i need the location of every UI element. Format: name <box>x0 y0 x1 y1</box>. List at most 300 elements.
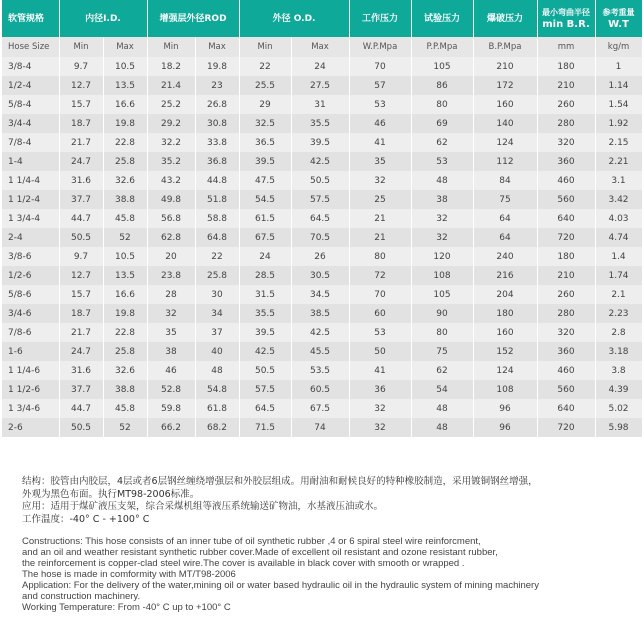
subheader-cell: B.P.Mpa <box>473 37 537 57</box>
value-cell: 26.8 <box>195 95 239 114</box>
hose-spec-table <box>2 0 643 437</box>
header-burst-pressure: 爆破压力 <box>473 0 537 37</box>
value-cell: 204 <box>473 285 537 304</box>
value-cell: 22 <box>239 57 291 76</box>
value-cell: 18.7 <box>59 304 103 323</box>
table-row <box>2 95 642 114</box>
header-row-units <box>2 37 642 57</box>
value-cell: 120 <box>411 247 473 266</box>
value-cell: 2.1 <box>595 285 642 304</box>
value-cell: 25.8 <box>103 152 147 171</box>
header-weight-cn: 参考重量 <box>602 7 635 17</box>
value-cell: 32.2 <box>147 133 195 152</box>
header-row-main <box>2 0 642 37</box>
value-cell: 62 <box>411 133 473 152</box>
value-cell: 32.6 <box>103 361 147 380</box>
value-cell: 38.8 <box>103 380 147 399</box>
subheader-cell: Max <box>195 37 239 57</box>
table-row <box>2 114 642 133</box>
value-cell: 28 <box>147 285 195 304</box>
value-cell: 75 <box>473 190 537 209</box>
value-cell: 2.21 <box>595 152 642 171</box>
value-cell: 57.5 <box>239 380 291 399</box>
value-cell: 36.8 <box>195 152 239 171</box>
value-cell: 64 <box>473 209 537 228</box>
value-cell: 1.54 <box>595 95 642 114</box>
note-cn-line: 结构：胶管由内胶层，4层或者6层钢丝缠绕增强层和外胶层组成。用耐油和耐候良好的特种橡胶制造，采用镀铜钢丝增强， <box>22 476 538 487</box>
value-cell: 43.2 <box>147 171 195 190</box>
value-cell: 152 <box>473 342 537 361</box>
value-cell: 68.2 <box>195 418 239 437</box>
hose-size-cell: 7/8-4 <box>2 133 59 152</box>
note-cn-line: 应用：适用于煤矿液压支架，综合采煤机组等液压系统输送矿物油，水基液压油或水。 <box>22 501 384 512</box>
value-cell: 39.5 <box>239 152 291 171</box>
value-cell: 35 <box>349 152 411 171</box>
value-cell: 90 <box>411 304 473 323</box>
table-row <box>2 304 642 323</box>
value-cell: 57.5 <box>291 190 349 209</box>
value-cell: 37 <box>195 323 239 342</box>
value-cell: 38.5 <box>291 304 349 323</box>
value-cell: 41 <box>349 133 411 152</box>
value-cell: 5.02 <box>595 399 642 418</box>
value-cell: 56.8 <box>147 209 195 228</box>
value-cell: 52 <box>103 228 147 247</box>
value-cell: 71.5 <box>239 418 291 437</box>
hose-size-cell: 1/2-4 <box>2 76 59 95</box>
value-cell: 5.98 <box>595 418 642 437</box>
value-cell: 48 <box>195 361 239 380</box>
table-row <box>2 285 642 304</box>
value-cell: 4.03 <box>595 209 642 228</box>
value-cell: 280 <box>537 304 595 323</box>
value-cell: 172 <box>473 76 537 95</box>
table-row <box>2 380 642 399</box>
value-cell: 10.5 <box>103 57 147 76</box>
table-row <box>2 57 642 76</box>
hose-size-cell: 3/4-6 <box>2 304 59 323</box>
value-cell: 80 <box>411 95 473 114</box>
header-outer-diameter: 外径 O.D. <box>239 0 349 37</box>
value-cell: 260 <box>537 95 595 114</box>
value-cell: 21.7 <box>59 323 103 342</box>
value-cell: 72 <box>349 266 411 285</box>
subheader-cell: Hose Size <box>2 37 59 57</box>
hose-size-cell: 1 3/4-6 <box>2 399 59 418</box>
table-row <box>2 76 642 95</box>
value-cell: 46 <box>349 114 411 133</box>
notes-chinese <box>22 476 642 526</box>
product-notes <box>22 476 642 613</box>
value-cell: 3.1 <box>595 171 642 190</box>
header-min-bend-radius-cn: 最小弯曲半径 <box>542 7 591 17</box>
value-cell: 44.8 <box>195 171 239 190</box>
value-cell: 80 <box>349 247 411 266</box>
hose-size-cell: 1-6 <box>2 342 59 361</box>
value-cell: 57 <box>349 76 411 95</box>
value-cell: 32.6 <box>103 171 147 190</box>
value-cell: 24 <box>239 247 291 266</box>
value-cell: 108 <box>411 266 473 285</box>
value-cell: 21 <box>349 228 411 247</box>
value-cell: 2.15 <box>595 133 642 152</box>
note-cn-line: 外观为黑色布面。执行MT98-2006标准。 <box>22 488 200 500</box>
hose-size-cell: 5/8-6 <box>2 285 59 304</box>
value-cell: 31.6 <box>59 171 103 190</box>
hose-size-cell: 2-6 <box>2 418 59 437</box>
header-min-bend-radius-en: min B.R. <box>542 18 590 30</box>
value-cell: 3.8 <box>595 361 642 380</box>
value-cell: 25.8 <box>195 266 239 285</box>
value-cell: 124 <box>473 361 537 380</box>
value-cell: 70 <box>349 57 411 76</box>
notes-english <box>22 536 642 613</box>
value-cell: 30 <box>195 285 239 304</box>
table-row <box>2 399 642 418</box>
subheader-cell: Min <box>147 37 195 57</box>
value-cell: 44.7 <box>59 209 103 228</box>
note-en-line: The hose is made in comformity with MT/T98-2006 <box>22 569 236 580</box>
value-cell: 67.5 <box>239 228 291 247</box>
value-cell: 41 <box>349 361 411 380</box>
table-row <box>2 361 642 380</box>
note-cn-line: 工作温度：-40° C - +100° C <box>22 513 150 525</box>
value-cell: 13.5 <box>103 76 147 95</box>
hose-size-cell: 1 1/4-6 <box>2 361 59 380</box>
value-cell: 112 <box>473 152 537 171</box>
value-cell: 64.5 <box>239 399 291 418</box>
value-cell: 84 <box>473 171 537 190</box>
value-cell: 26 <box>291 247 349 266</box>
value-cell: 360 <box>537 342 595 361</box>
value-cell: 45.8 <box>103 209 147 228</box>
value-cell: 86 <box>411 76 473 95</box>
subheader-cell: Min <box>59 37 103 57</box>
value-cell: 19.8 <box>103 304 147 323</box>
subheader-cell: mm <box>537 37 595 57</box>
value-cell: 32 <box>349 399 411 418</box>
value-cell: 9.7 <box>59 57 103 76</box>
value-cell: 40 <box>195 342 239 361</box>
value-cell: 36 <box>349 380 411 399</box>
value-cell: 50.5 <box>59 418 103 437</box>
value-cell: 45.8 <box>103 399 147 418</box>
value-cell: 38 <box>411 190 473 209</box>
value-cell: 25.8 <box>103 342 147 361</box>
value-cell: 46 <box>147 361 195 380</box>
value-cell: 74 <box>291 418 349 437</box>
value-cell: 62 <box>411 361 473 380</box>
value-cell: 23 <box>195 76 239 95</box>
value-cell: 320 <box>537 133 595 152</box>
value-cell: 460 <box>537 361 595 380</box>
value-cell: 21.7 <box>59 133 103 152</box>
subheader-cell: kg/m <box>595 37 642 57</box>
value-cell: 16.6 <box>103 285 147 304</box>
hose-size-cell: 3/8-6 <box>2 247 59 266</box>
value-cell: 20 <box>147 247 195 266</box>
value-cell: 48 <box>411 418 473 437</box>
value-cell: 13.5 <box>103 266 147 285</box>
value-cell: 32 <box>147 304 195 323</box>
table-row <box>2 209 642 228</box>
value-cell: 32 <box>411 228 473 247</box>
value-cell: 24.7 <box>59 342 103 361</box>
value-cell: 75 <box>411 342 473 361</box>
value-cell: 42.5 <box>291 152 349 171</box>
value-cell: 16.6 <box>103 95 147 114</box>
value-cell: 39.5 <box>239 323 291 342</box>
hose-size-cell: 1 1/2-4 <box>2 190 59 209</box>
value-cell: 38.8 <box>103 190 147 209</box>
value-cell: 54 <box>411 380 473 399</box>
value-cell: 60 <box>349 304 411 323</box>
value-cell: 30.8 <box>195 114 239 133</box>
hose-size-cell: 1/2-6 <box>2 266 59 285</box>
value-cell: 60.5 <box>291 380 349 399</box>
note-en-line: and an oil and weather resistant synthetic rubber cover.Made of excellent oil resistant and ozone resistant rubber, <box>22 547 498 558</box>
value-cell: 80 <box>411 323 473 342</box>
value-cell: 19.8 <box>195 57 239 76</box>
header-weight <box>595 0 642 37</box>
subheader-cell: Max <box>291 37 349 57</box>
value-cell: 38 <box>147 342 195 361</box>
value-cell: 124 <box>473 133 537 152</box>
note-en-line: Working Temperature: From -40° C up to +100° C <box>22 602 231 613</box>
value-cell: 21.4 <box>147 76 195 95</box>
value-cell: 560 <box>537 190 595 209</box>
value-cell: 108 <box>473 380 537 399</box>
value-cell: 48 <box>411 399 473 418</box>
value-cell: 28.5 <box>239 266 291 285</box>
value-cell: 29 <box>239 95 291 114</box>
value-cell: 22 <box>195 247 239 266</box>
value-cell: 3.42 <box>595 190 642 209</box>
table-row <box>2 247 642 266</box>
header-weight-en: W.T <box>608 18 629 30</box>
value-cell: 210 <box>473 57 537 76</box>
value-cell: 53 <box>349 95 411 114</box>
hose-size-cell: 3/4-4 <box>2 114 59 133</box>
value-cell: 62.8 <box>147 228 195 247</box>
table-row <box>2 323 642 342</box>
value-cell: 25.5 <box>239 76 291 95</box>
value-cell: 720 <box>537 228 595 247</box>
value-cell: 53.5 <box>291 361 349 380</box>
value-cell: 3.18 <box>595 342 642 361</box>
value-cell: 640 <box>537 209 595 228</box>
value-cell: 32 <box>349 418 411 437</box>
value-cell: 35.2 <box>147 152 195 171</box>
subheader-cell: Max <box>103 37 147 57</box>
value-cell: 45.5 <box>291 342 349 361</box>
subheader-cell: P.P.Mpa <box>411 37 473 57</box>
value-cell: 18.2 <box>147 57 195 76</box>
value-cell: 160 <box>473 95 537 114</box>
value-cell: 37.7 <box>59 380 103 399</box>
note-en-line: Application: For the delivery of the water,mining oil or water based hydraulic oil in the hydraulic system of mining machinery <box>22 580 539 591</box>
value-cell: 50 <box>349 342 411 361</box>
table-row <box>2 152 642 171</box>
value-cell: 24.7 <box>59 152 103 171</box>
value-cell: 360 <box>537 152 595 171</box>
value-cell: 240 <box>473 247 537 266</box>
value-cell: 44.7 <box>59 399 103 418</box>
value-cell: 35.5 <box>291 114 349 133</box>
header-inner-diameter: 内径I.D. <box>59 0 147 37</box>
value-cell: 96 <box>473 399 537 418</box>
value-cell: 35 <box>147 323 195 342</box>
value-cell: 64.5 <box>291 209 349 228</box>
value-cell: 42.5 <box>291 323 349 342</box>
value-cell: 50.5 <box>59 228 103 247</box>
note-en-line: the reinforcement is copper-clad steel wire.The cover is available in black cover with smooth or wrapped . <box>22 558 465 569</box>
header-hose-size: 软管规格 <box>2 0 59 37</box>
value-cell: 640 <box>537 399 595 418</box>
table-row <box>2 342 642 361</box>
hose-size-cell: 1 3/4-4 <box>2 209 59 228</box>
hose-size-cell: 1 1/4-4 <box>2 171 59 190</box>
header-working-pressure: 工作压力 <box>349 0 411 37</box>
value-cell: 216 <box>473 266 537 285</box>
value-cell: 36.5 <box>239 133 291 152</box>
value-cell: 1.4 <box>595 247 642 266</box>
value-cell: 560 <box>537 380 595 399</box>
value-cell: 160 <box>473 323 537 342</box>
value-cell: 33.8 <box>195 133 239 152</box>
value-cell: 59.8 <box>147 399 195 418</box>
value-cell: 48 <box>411 171 473 190</box>
note-en-line: and construction machinery. <box>22 591 141 602</box>
value-cell: 27.5 <box>291 76 349 95</box>
hose-size-cell: 1-4 <box>2 152 59 171</box>
hose-size-cell: 1 1/2-6 <box>2 380 59 399</box>
value-cell: 47.5 <box>239 171 291 190</box>
table-row <box>2 266 642 285</box>
value-cell: 30.5 <box>291 266 349 285</box>
value-cell: 96 <box>473 418 537 437</box>
value-cell: 53 <box>349 323 411 342</box>
value-cell: 32 <box>349 171 411 190</box>
value-cell: 1.92 <box>595 114 642 133</box>
value-cell: 12.7 <box>59 266 103 285</box>
value-cell: 66.2 <box>147 418 195 437</box>
value-cell: 32 <box>411 209 473 228</box>
value-cell: 210 <box>537 76 595 95</box>
value-cell: 61.8 <box>195 399 239 418</box>
header-reinforcement-od: 增强层外径ROD <box>147 0 239 37</box>
value-cell: 210 <box>537 266 595 285</box>
value-cell: 180 <box>537 57 595 76</box>
table-body <box>2 57 642 437</box>
value-cell: 64.8 <box>195 228 239 247</box>
value-cell: 24 <box>291 57 349 76</box>
value-cell: 52 <box>103 418 147 437</box>
table-row <box>2 190 642 209</box>
value-cell: 37.7 <box>59 190 103 209</box>
value-cell: 31.5 <box>239 285 291 304</box>
value-cell: 1.14 <box>595 76 642 95</box>
value-cell: 18.7 <box>59 114 103 133</box>
value-cell: 180 <box>473 304 537 323</box>
value-cell: 69 <box>411 114 473 133</box>
table-row <box>2 228 642 247</box>
subheader-cell: Min <box>239 37 291 57</box>
value-cell: 64 <box>473 228 537 247</box>
value-cell: 50.5 <box>291 171 349 190</box>
value-cell: 12.7 <box>59 76 103 95</box>
value-cell: 53 <box>411 152 473 171</box>
value-cell: 1.74 <box>595 266 642 285</box>
value-cell: 22.8 <box>103 133 147 152</box>
value-cell: 19.8 <box>103 114 147 133</box>
value-cell: 9.7 <box>59 247 103 266</box>
value-cell: 25 <box>349 190 411 209</box>
value-cell: 1 <box>595 57 642 76</box>
value-cell: 32.5 <box>239 114 291 133</box>
value-cell: 2.8 <box>595 323 642 342</box>
value-cell: 280 <box>537 114 595 133</box>
value-cell: 15.7 <box>59 95 103 114</box>
value-cell: 29.2 <box>147 114 195 133</box>
table-row <box>2 171 642 190</box>
value-cell: 42.5 <box>239 342 291 361</box>
value-cell: 21 <box>349 209 411 228</box>
hose-size-cell: 3/8-4 <box>2 57 59 76</box>
value-cell: 70 <box>349 285 411 304</box>
value-cell: 49.8 <box>147 190 195 209</box>
value-cell: 52.8 <box>147 380 195 399</box>
value-cell: 67.5 <box>291 399 349 418</box>
subheader-cell: W.P.Mpa <box>349 37 411 57</box>
value-cell: 58.8 <box>195 209 239 228</box>
value-cell: 35.5 <box>239 304 291 323</box>
value-cell: 54.8 <box>195 380 239 399</box>
hose-size-cell: 7/8-6 <box>2 323 59 342</box>
value-cell: 25.2 <box>147 95 195 114</box>
value-cell: 10.5 <box>103 247 147 266</box>
header-min-bend-radius <box>537 0 595 37</box>
value-cell: 39.5 <box>291 133 349 152</box>
value-cell: 54.5 <box>239 190 291 209</box>
value-cell: 2.23 <box>595 304 642 323</box>
header-proof-pressure: 试验压力 <box>411 0 473 37</box>
value-cell: 4.39 <box>595 380 642 399</box>
value-cell: 105 <box>411 285 473 304</box>
value-cell: 15.7 <box>59 285 103 304</box>
value-cell: 51.8 <box>195 190 239 209</box>
value-cell: 260 <box>537 285 595 304</box>
table-row <box>2 418 642 437</box>
hose-size-cell: 2-4 <box>2 228 59 247</box>
value-cell: 180 <box>537 247 595 266</box>
value-cell: 105 <box>411 57 473 76</box>
table-row <box>2 133 642 152</box>
value-cell: 50.5 <box>239 361 291 380</box>
value-cell: 61.5 <box>239 209 291 228</box>
value-cell: 23.8 <box>147 266 195 285</box>
value-cell: 34 <box>195 304 239 323</box>
value-cell: 22.8 <box>103 323 147 342</box>
value-cell: 720 <box>537 418 595 437</box>
value-cell: 140 <box>473 114 537 133</box>
note-en-line: Constructions: This hose consists of an inner tube of oil synthetic rubber ,4 or 6 spiral steel wire reinforcment, <box>22 536 481 547</box>
value-cell: 31 <box>291 95 349 114</box>
value-cell: 34.5 <box>291 285 349 304</box>
value-cell: 70.5 <box>291 228 349 247</box>
value-cell: 4.74 <box>595 228 642 247</box>
value-cell: 31.6 <box>59 361 103 380</box>
